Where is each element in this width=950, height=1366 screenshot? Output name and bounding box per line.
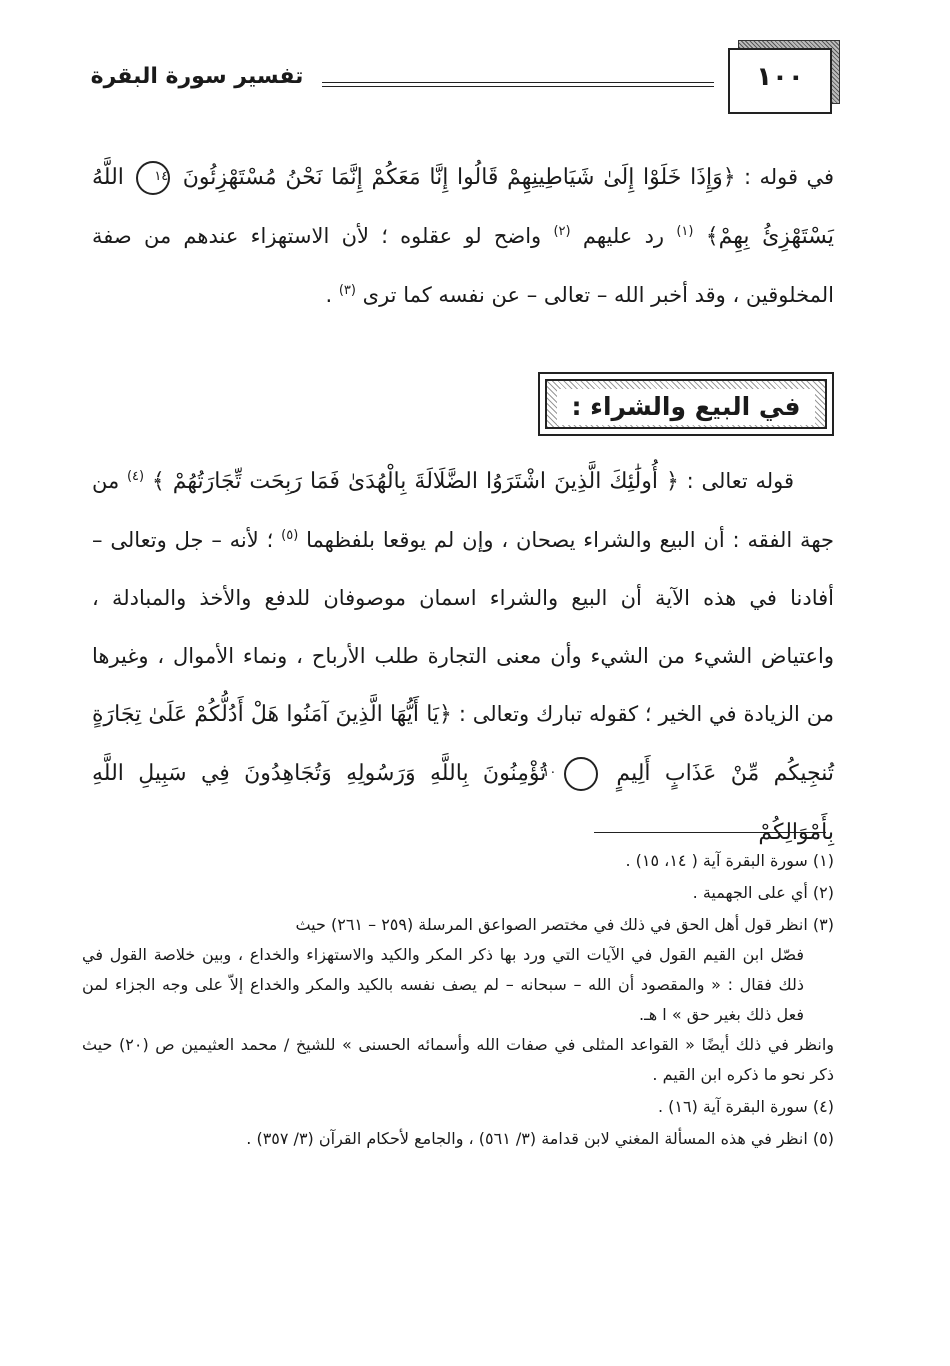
footnote-number: (٤) xyxy=(812,1097,834,1116)
ayah-number-marker: ١٠ xyxy=(564,757,598,791)
footnote-text: أي على الجهمية . xyxy=(692,883,808,902)
body-text: ؛ لأنه – جل وتعالى – أفادنا في هذه الآية أن البيع والشراء اسمان موصوفان للدفع والأخذ والمبادلة ، واعتياض الشيء من الشيء وأن معنى التجارة طلب الأرباح ، ونماء الأموال ، وغيرها من الزيادة في الخير ؛ كقوله تبارك وتعالى : xyxy=(92,528,834,726)
body-text: رد عليهم xyxy=(582,224,665,248)
page-number-frame xyxy=(728,48,832,114)
footnote-number: (٣) xyxy=(812,915,834,934)
footnote-text: انظر قول أهل الحق في ذلك في مختصر الصواعق المرسلة (٢٥٩ – ٢٦١) حيث xyxy=(295,915,808,934)
footnote-continuation: فصّل ابن القيم القول في الآيات التي ورد بها ذكر المكر والكيد والاستهزاء والخداع ، وبين خلاصة القول في ذلك فقال : « والمقصود أن الله – سبحانه – لم يصف نفسه بالكيد والمكر والخداع إلاّ على وجه الجزاء لمن فعل ذلك بغير حق » ا هـ. xyxy=(82,945,804,1024)
body-text: . xyxy=(325,283,333,307)
section-heading-hatch xyxy=(545,379,827,429)
quran-verse: ﴿يَا أَيُّهَا الَّذِينَ آمَنُوا هَلْ أَدُلُّكُمْ عَلَىٰ تِجَارَةٍ تُنجِيكُم مِّنْ عَذَابٍ أَلِيمٍ xyxy=(92,702,834,786)
quran-verse: اللَّهُ يَسْتَهْزِئُ بِهِمْ﴾ xyxy=(92,165,834,249)
footnote-ref[interactable]: (٢) xyxy=(553,224,571,239)
quran-verse: ﴿ أُولَٰئِكَ الَّذِينَ اشْتَرَوُا الضَّلَالَةَ بِالْهُدَىٰ فَمَا رَبِحَت تِّجَارَتُهُمْ ﴾ xyxy=(151,469,679,494)
ayah-number-marker: ١٤ xyxy=(136,161,170,195)
body-text: من جهة الفقه : أن البيع والشراء يصحان ، وإن لم يوقعا بلفظهما xyxy=(92,469,834,552)
footnote-ref[interactable]: (٤) xyxy=(126,469,145,484)
body-text: واضح لو عقلوه ؛ لأن الاستهزاء عندهم من صفة المخلوقين ، وقد أخبر الله – تعالى – عن نفسه كما ترى xyxy=(92,224,834,307)
page-number: ١٠٠ xyxy=(756,62,804,92)
footnote-item xyxy=(82,846,834,876)
quran-verse: تُؤْمِنُونَ بِاللَّهِ وَرَسُولِهِ وَتُجَاهِدُونَ فِي سَبِيلِ اللَّهِ بِأَمْوَالِكُمْ xyxy=(92,761,834,845)
footnote-text: سورة البقرة آية ( ١٤، ١٥) . xyxy=(625,851,808,870)
footnote-number: (٢) xyxy=(812,883,834,902)
footnotes xyxy=(82,846,834,1156)
footnote-text: سورة البقرة آية (١٦) . xyxy=(657,1097,808,1116)
footnote-item xyxy=(82,1092,834,1122)
paragraph-lead: قوله تعالى : xyxy=(686,469,794,493)
footnote-ref[interactable]: (١) xyxy=(676,224,694,239)
footnote-separator xyxy=(594,832,826,833)
footnote-ref[interactable]: (٥) xyxy=(281,528,299,543)
footnote-continuation: وانظر في ذلك أيضًا « القواعد المثلى في صفات الله وأسمائه الحسنى » للشيخ / محمد العثيمين ص (٢٠) حيث ذكر نحو ما ذكره ابن القيم . xyxy=(82,1035,834,1084)
footnote-text: انظر في هذه المسألة المغني لابن قدامة (٣/ ٥٦١) ، والجامع لأحكام القرآن (٣/ ٣٥٧) . xyxy=(246,1129,808,1148)
footnote-item xyxy=(82,1124,834,1154)
quran-verse: ﴿وَإِذَا خَلَوْا إِلَىٰ شَيَاطِينِهِمْ قَالُوا إِنَّا مَعَكُمْ إِنَّمَا نَحْنُ مُسْتَهْزِئُونَ xyxy=(182,165,736,190)
page-header xyxy=(82,44,832,124)
footnote-number: (٥) xyxy=(812,1129,834,1148)
paragraph-lead: في قوله : xyxy=(744,165,834,189)
footnote-ref[interactable]: (٣) xyxy=(338,283,356,298)
paragraph-istihza xyxy=(92,148,834,324)
paragraph-bay-shira xyxy=(92,452,834,862)
footnote-item xyxy=(82,910,834,1090)
section-heading-frame xyxy=(538,372,834,436)
footnote-item xyxy=(82,878,834,908)
header-rule xyxy=(322,82,714,87)
section-heading: في البيع والشراء : xyxy=(557,389,815,425)
running-title: تفسير سورة البقرة xyxy=(90,64,304,89)
footnote-number: (١) xyxy=(812,851,834,870)
